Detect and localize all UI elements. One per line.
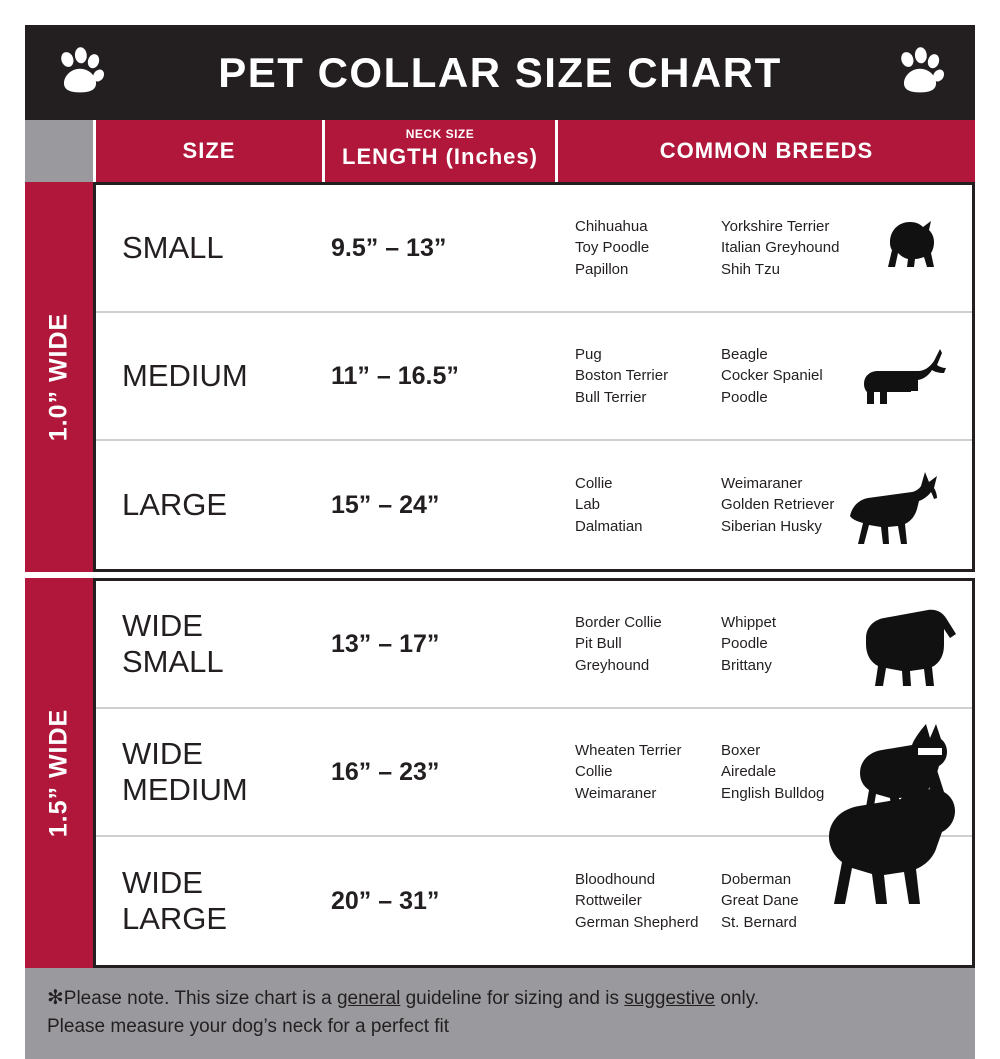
table-row — [96, 313, 972, 441]
cell-size-line2: MEDIUM — [122, 772, 248, 807]
group-label-1-0-wide — [25, 182, 93, 572]
paw-print-icon — [893, 46, 947, 100]
breed-column-1 — [575, 740, 721, 804]
breed-item: Weimaraner — [575, 784, 657, 802]
cell-length: 11” – 16.5” — [331, 361, 459, 390]
breed-item: Papillon — [575, 260, 629, 278]
breed-column-2 — [721, 869, 799, 933]
table-row — [96, 185, 972, 313]
small-dog-silhouette — [860, 208, 956, 289]
column-header-length-label: LENGTH (Inches) — [342, 144, 538, 169]
cell-breeds — [549, 581, 972, 707]
cell-length: 16” – 23” — [331, 757, 440, 786]
breed-item: Siberian Husky — [721, 517, 822, 535]
breed-item: Border Collie — [575, 614, 662, 632]
cell-size: SMALL — [122, 230, 224, 266]
breed-item: Beagle — [721, 346, 768, 364]
cell-size: LARGE — [122, 487, 228, 523]
breed-item: Bull Terrier — [575, 388, 647, 406]
breed-item: Poodle — [721, 635, 768, 653]
cell-length: 9.5” – 13” — [331, 233, 447, 262]
breed-item: Whippet — [721, 614, 777, 632]
page-title: PET COLLAR SIZE CHART — [218, 48, 782, 96]
column-header-length — [325, 120, 558, 182]
breed-item: Italian Greyhound — [721, 239, 840, 257]
breed-column-2 — [721, 740, 824, 804]
footer-text-c: only. — [715, 988, 760, 1009]
breed-item: Airedale — [721, 763, 777, 781]
cell-size-line1: WIDE — [122, 608, 203, 644]
breed-item: Collie — [575, 475, 613, 493]
group-label-text: 1.0” WIDE — [44, 312, 73, 442]
table-column-headers — [25, 120, 975, 182]
breed-column-2 — [721, 473, 834, 537]
cell-breeds — [549, 313, 972, 439]
breed-item: Toy Poodle — [575, 239, 650, 257]
breed-item: Weimaraner — [721, 475, 803, 493]
cell-breeds — [549, 185, 972, 311]
breed-item: Poodle — [721, 388, 768, 406]
breed-item: Doberman — [721, 871, 792, 889]
breed-column-2 — [721, 216, 839, 280]
cell-size — [96, 581, 319, 707]
cell-size-line2: LARGE — [122, 901, 228, 936]
asterisk-icon: ✻ — [47, 987, 64, 1009]
breed-item: Chihuahua — [575, 218, 648, 236]
breed-item: Cocker Spaniel — [721, 367, 823, 385]
cell-size — [96, 837, 319, 965]
chart-frame — [25, 25, 975, 1037]
footer-text-a: Please note. This size chart is a — [63, 988, 337, 1009]
column-header-breeds: COMMON BREEDS — [558, 120, 975, 182]
breed-item: Lab — [575, 496, 601, 514]
breed-item: Yorkshire Terrier — [721, 218, 830, 236]
breed-item: Brittany — [721, 656, 772, 674]
breed-item: English Bulldog — [721, 784, 825, 802]
bulldog-silhouette — [858, 604, 962, 701]
breed-item: Collie — [575, 763, 613, 781]
table-row — [96, 441, 972, 569]
medium-dog-silhouette — [854, 344, 966, 421]
breed-item: Great Dane — [721, 892, 799, 910]
footer-line-2: Please measure your dog’s neck for a perfect fit — [47, 1016, 450, 1037]
breed-item: Wheaten Terrier — [575, 742, 682, 760]
cell-breeds — [549, 441, 972, 569]
breed-column-2 — [721, 344, 823, 408]
breed-column-1 — [575, 216, 721, 280]
breed-column-1 — [575, 473, 721, 537]
breed-column-1 — [575, 612, 721, 676]
cell-size-line1: WIDE — [122, 736, 203, 772]
footer-text-general: general — [336, 988, 401, 1009]
paw-print-icon — [53, 46, 107, 100]
breed-item: Golden Retriever — [721, 496, 835, 514]
breed-item: Boxer — [721, 742, 761, 760]
cell-size-line2: SMALL — [122, 644, 224, 679]
cell-size-line1: WIDE — [122, 865, 203, 901]
footer-note — [25, 968, 975, 1059]
breed-column-1 — [575, 869, 721, 933]
table-row — [96, 581, 972, 709]
breed-item: Pug — [575, 346, 602, 364]
breed-item: Shih Tzu — [721, 260, 780, 278]
breed-column-2 — [721, 612, 776, 676]
cell-size — [96, 709, 319, 835]
column-header-neck-sub: NECK SIZE — [405, 127, 475, 141]
cell-length: 15” – 24” — [331, 490, 440, 519]
breed-item: Boston Terrier — [575, 367, 669, 385]
breed-item: St. Bernard — [721, 913, 797, 931]
group-label-1-5-wide — [25, 578, 93, 968]
breed-item: Rottweiler — [575, 892, 642, 910]
large-dog-silhouette — [844, 464, 968, 561]
group-rows — [93, 182, 975, 572]
breed-item: Bloodhound — [575, 871, 656, 889]
corner-cell — [25, 120, 96, 182]
footer-text-suggestive: suggestive — [624, 988, 716, 1009]
cell-length: 13” – 17” — [331, 629, 440, 658]
breed-item: Dalmatian — [575, 517, 643, 535]
group-label-text: 1.5” WIDE — [44, 708, 73, 838]
doberman-silhouette — [819, 768, 969, 909]
footer-line-1 — [47, 984, 953, 1013]
footer-text-b: guideline for sizing and is — [400, 988, 625, 1009]
chart-header — [25, 25, 975, 120]
breed-item: Greyhound — [575, 656, 650, 674]
breed-item: German Shepherd — [575, 913, 699, 931]
cell-size: MEDIUM — [122, 358, 248, 394]
cell-length: 20” – 31” — [331, 886, 440, 915]
breed-column-1 — [575, 344, 721, 408]
breed-item: Pit Bull — [575, 635, 622, 653]
group-1-0-wide — [25, 182, 975, 572]
column-header-size: SIZE — [96, 120, 325, 182]
